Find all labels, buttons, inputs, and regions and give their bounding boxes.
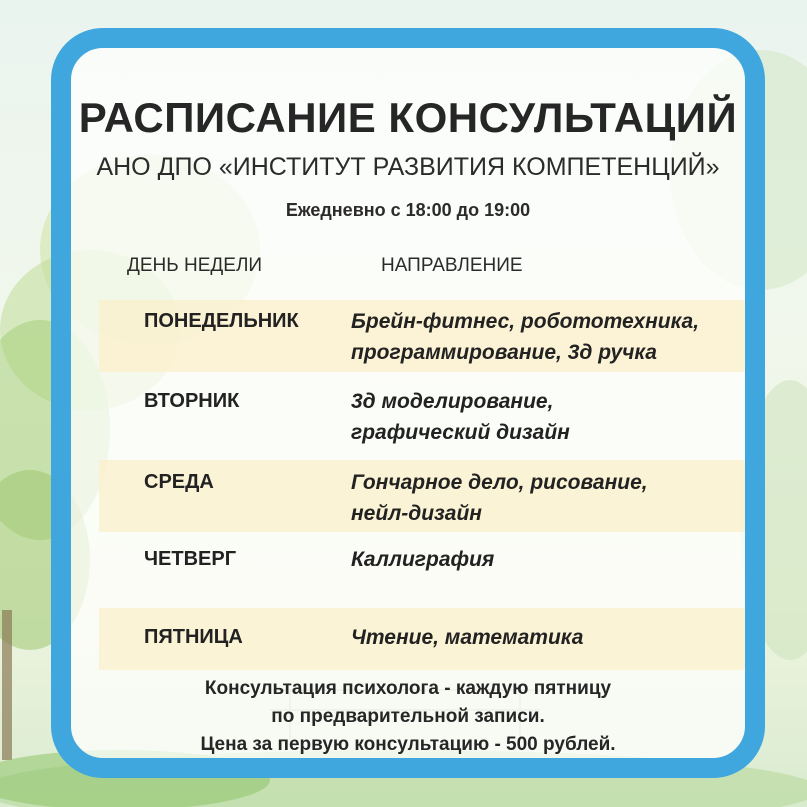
schedule-row-thursday [99, 540, 759, 604]
row-direction-line: программирование, 3д ручка [351, 341, 657, 364]
footer-line: по предварительной записи. [271, 706, 545, 727]
footer-line: Цена за первую консультацию - 500 рублей. [200, 734, 616, 755]
page-title: РАСПИСАНИЕ КОНСУЛЬТАЦИЙ [78, 94, 738, 141]
row-direction [351, 386, 570, 448]
row-direction [351, 306, 699, 368]
schedule-row-monday [99, 300, 759, 372]
schedule-row-tuesday [99, 380, 759, 452]
row-direction-line: Чтение, математика [351, 626, 584, 649]
footer-line: Консультация психолога - каждую пятницу [204, 678, 612, 699]
row-day: ПОНЕДЕЛЬНИК [144, 310, 299, 332]
row-day: ЧЕТВЕРГ [144, 548, 237, 570]
row-day: СРЕДА [144, 471, 214, 493]
row-direction [351, 544, 494, 575]
row-direction [351, 622, 583, 653]
footer-note [71, 675, 745, 759]
row-day: ВТОРНИК [144, 390, 240, 412]
row-direction-line: нейл-дизайн [351, 502, 482, 525]
column-header-direction: НАПРАВЛЕНИЕ [381, 255, 523, 276]
row-direction [351, 467, 648, 529]
schedule-row-wednesday [99, 460, 759, 532]
row-direction-line: Каллиграфия [351, 548, 495, 571]
schedule-row-friday [99, 608, 759, 670]
row-direction-line: 3д моделирование, [351, 390, 554, 413]
row-direction-line: графический дизайн [351, 421, 570, 444]
daily-hours: Ежедневно с 18:00 до 19:00 [285, 200, 531, 220]
column-header-day: ДЕНЬ НЕДЕЛИ [127, 255, 263, 276]
row-day: ПЯТНИЦА [144, 626, 243, 648]
schedule-card [51, 28, 765, 778]
row-direction-line: Брейн-фитнес, робототехника, [351, 310, 700, 333]
organization-name: АНО ДПО «ИНСТИТУТ РАЗВИТИЯ КОМПЕТЕНЦИЙ» [96, 153, 720, 181]
row-direction-line: Гончарное дело, рисование, [351, 471, 648, 494]
